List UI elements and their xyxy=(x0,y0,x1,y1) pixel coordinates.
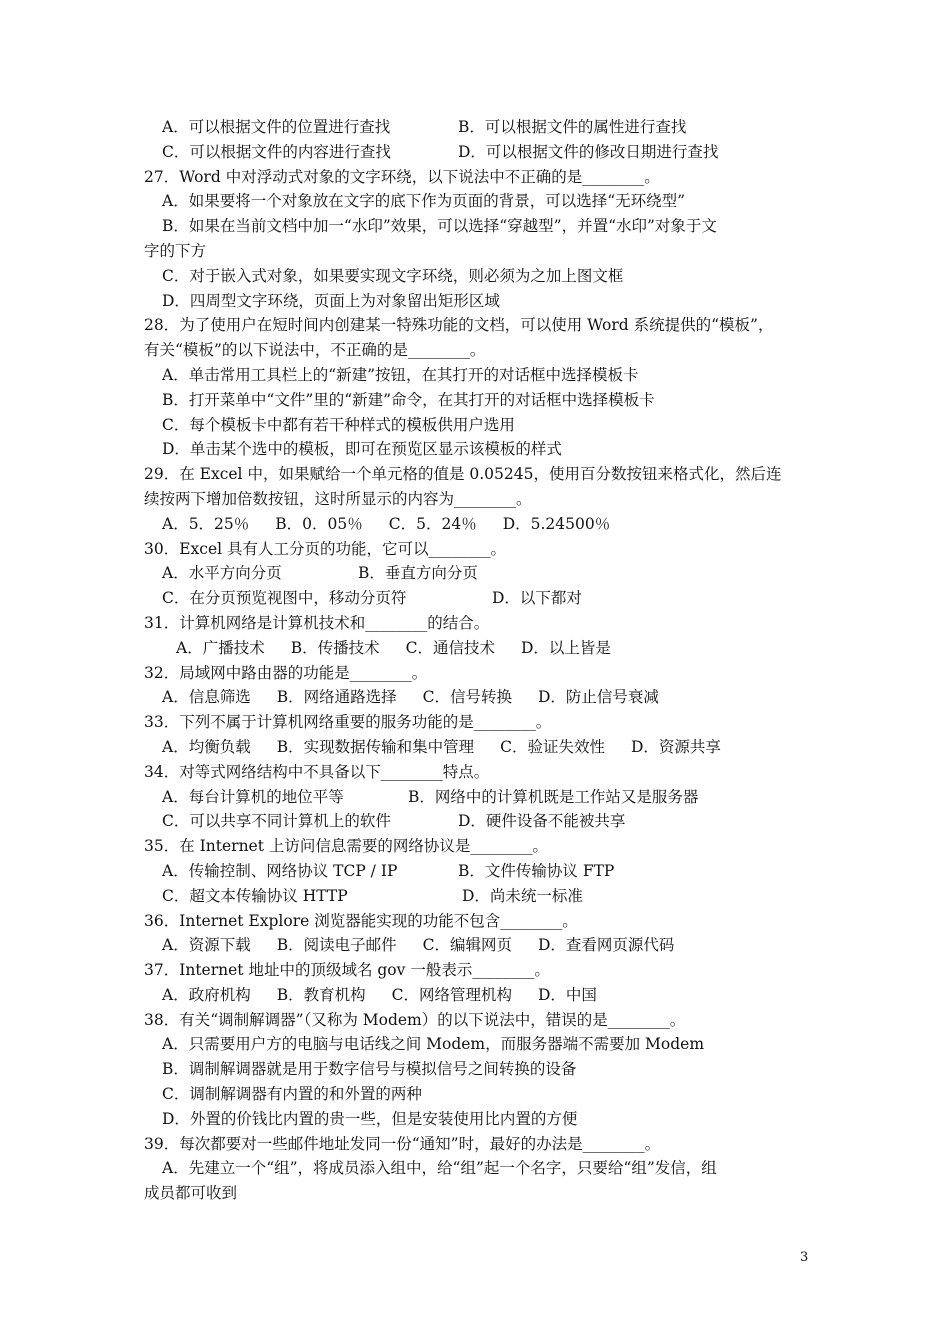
option-item: B．文件传输协议 FTP xyxy=(458,861,615,880)
line-text: D．外置的价钱比内置的贵一些，但是安装使用比内置的方便 xyxy=(162,1109,578,1128)
question-line xyxy=(144,487,810,512)
option-item: C．可以共享不同计算机上的软件 xyxy=(162,812,391,831)
option-item: D．以上皆是 xyxy=(520,638,611,657)
option-line xyxy=(144,1057,810,1082)
line-text: 续按两下增加倍数按钮，这时所显示的内容为________。 xyxy=(144,489,532,508)
line-text: C．每个模板卡中都有若干种样式的模板供用户选用 xyxy=(162,415,515,434)
option-item: A．政府机构 xyxy=(162,985,251,1004)
option-item: A．广播技术 xyxy=(176,638,265,657)
option-item: C．网络管理机构 xyxy=(391,985,512,1004)
question-line xyxy=(144,239,810,264)
option-item: A．水平方向分页 xyxy=(162,564,282,583)
option-line xyxy=(144,933,810,958)
question-line xyxy=(144,611,810,636)
option-line xyxy=(144,561,810,586)
option-item: C．在分页预览视图中，移动分页符 xyxy=(162,589,407,608)
option-item: D．硬件设备不能被共享 xyxy=(458,812,626,831)
option-item: D．查看网页源代码 xyxy=(537,936,675,955)
option-item: C．5．24％ xyxy=(388,514,477,533)
option-item: B．可以根据文件的属性进行查找 xyxy=(458,118,687,136)
option-item: A．信息筛选 xyxy=(162,688,251,707)
option-item: A．每台计算机的地位平等 xyxy=(162,787,344,806)
option-line xyxy=(144,685,810,710)
option-line xyxy=(144,388,810,413)
line-text: C．调制解调器有内置的和外置的两种 xyxy=(162,1085,422,1104)
option-line xyxy=(144,884,810,909)
option-line xyxy=(144,735,810,760)
line-text: 27．Word 中对浮动式对象的文字环绕，以下说法中不正确的是________。 xyxy=(144,167,660,186)
option-line xyxy=(144,1156,810,1181)
option-line xyxy=(144,636,810,661)
option-line xyxy=(144,214,810,239)
line-text: 39．每次都要对一些邮件地址发同一份“通知”时，最好的办法是________。 xyxy=(144,1134,661,1153)
option-line xyxy=(144,809,810,834)
option-item: D．尚未统一标准 xyxy=(462,886,583,905)
option-item: D．5.24500％ xyxy=(502,514,611,533)
line-text: C．对于嵌入式对象，如果要实现文字环绕，则必须为之加上图文框 xyxy=(162,266,624,285)
option-item: B．实现数据传输和集中管理 xyxy=(276,737,475,756)
option-line xyxy=(144,140,810,165)
option-line xyxy=(144,1082,810,1107)
option-line xyxy=(144,115,810,140)
option-line xyxy=(144,413,810,438)
line-text: 32．局域网中路由器的功能是________。 xyxy=(144,663,428,682)
option-line xyxy=(144,586,810,611)
line-text: B．调制解调器就是用于数字信号与模拟信号之间转换的设备 xyxy=(162,1060,577,1079)
line-text: D．四周型文字环绕，页面上为对象留出矩形区域 xyxy=(162,291,500,310)
question-line xyxy=(144,909,810,934)
option-line xyxy=(144,437,810,462)
page-number: 3 xyxy=(800,1250,809,1265)
option-item: C．验证失效性 xyxy=(500,737,605,756)
option-line xyxy=(144,785,810,810)
question-line xyxy=(144,165,810,190)
line-text: A．单击常用工具栏上的“新建”按钮，在其打开的对话框中选择模板卡 xyxy=(162,365,639,384)
option-item: D．以下都对 xyxy=(492,589,582,608)
line-text: 成员都可收到 xyxy=(144,1184,238,1203)
option-item: A．资源下载 xyxy=(162,936,251,955)
question-line xyxy=(144,958,810,983)
option-item: C．超文本传输协议 HTTP xyxy=(162,886,348,905)
line-text: 36．Internet Explore 浏览器能实现的功能不包含________。 xyxy=(144,911,578,930)
option-item: B．阅读电子邮件 xyxy=(276,936,397,955)
line-text: 有关“模板”的以下说法中，不正确的是________。 xyxy=(144,341,486,360)
option-item: B．网络通路选择 xyxy=(276,688,397,707)
option-item: B．传播技术 xyxy=(290,638,380,657)
page-content xyxy=(144,115,810,1206)
line-text: 29．在 Excel 中，如果赋给一个单元格的值是 0.05245，使用百分数按钮来格式化，然后连 xyxy=(144,465,782,484)
line-text: A．只需要用户方的电脑与电话线之间 Modem，而服务器端不需要加 Modem xyxy=(162,1035,705,1054)
line-text: A．如果要将一个对象放在文字的底下作为页面的背景，可以选择“无环绕型” xyxy=(162,192,686,211)
line-text: 35．在 Internet 上访问信息需要的网络协议是________。 xyxy=(144,837,548,856)
line-text: 28．为了使用户在短时间内创建某一特殊功能的文档，可以使用 Word 系统提供的“模板”， xyxy=(144,316,774,335)
option-item: B．0．05％ xyxy=(275,514,363,533)
line-text: 34．对等式网络结构中不具备以下________特点。 xyxy=(144,762,490,781)
question-line xyxy=(144,1008,810,1033)
option-item: D．中国 xyxy=(537,985,597,1004)
line-text: 38．有关“调制解调器”（又称为 Modem）的以下说法中，错误的是________。 xyxy=(144,1010,686,1029)
question-line xyxy=(144,462,810,487)
option-line xyxy=(144,859,810,884)
option-item: A．均衡负载 xyxy=(162,737,251,756)
option-item: C．可以根据文件的内容进行查找 xyxy=(162,142,391,161)
question-line xyxy=(144,537,810,562)
line-text: 33．下列不属于计算机网络重要的服务功能的是________。 xyxy=(144,713,552,732)
question-line xyxy=(144,313,810,338)
question-line xyxy=(144,1181,810,1206)
option-item: C．编辑网页 xyxy=(422,936,512,955)
option-item: A．传输控制、网络协议 TCP / IP xyxy=(162,861,398,880)
option-item: D．可以根据文件的修改日期进行查找 xyxy=(458,142,719,161)
question-line xyxy=(144,661,810,686)
question-line xyxy=(144,760,810,785)
option-item: A．可以根据文件的位置进行查找 xyxy=(162,118,391,136)
line-text: 37．Internet 地址中的顶级域名 gov 一般表示________。 xyxy=(144,961,550,980)
option-line xyxy=(144,512,810,537)
option-item: D．资源共享 xyxy=(630,737,721,756)
option-line xyxy=(144,363,810,388)
option-line xyxy=(144,983,810,1008)
line-text: 字的下方 xyxy=(144,241,207,260)
line-text: A．先建立一个“组”，将成员添入组中，给“组”起一个名字，只要给“组”发信，组 xyxy=(162,1159,717,1178)
option-item: A．5．25％ xyxy=(162,514,250,533)
question-line xyxy=(144,1132,810,1157)
line-text: 30．Excel 具有人工分页的功能，它可以________。 xyxy=(144,539,507,558)
option-line xyxy=(144,1107,810,1132)
line-text: B．打开菜单中“文件”里的“新建”命令，在其打开的对话框中选择模板卡 xyxy=(162,390,655,409)
option-item: C．通信技术 xyxy=(405,638,495,657)
question-line xyxy=(144,338,810,363)
option-line xyxy=(144,1032,810,1057)
question-line xyxy=(144,834,810,859)
line-text: 31．计算机网络是计算机技术和________的结合。 xyxy=(144,613,490,632)
question-line xyxy=(144,710,810,735)
line-text: B．如果在当前文档中加一“水印”效果，可以选择“穿越型”，并置“水印”对象于文 xyxy=(162,217,717,236)
option-line xyxy=(144,189,810,214)
option-item: D．防止信号衰减 xyxy=(537,688,659,707)
option-item: B．垂直方向分页 xyxy=(358,564,478,583)
line-text: D．单击某个选中的模板，即可在预览区显示该模板的样式 xyxy=(162,440,562,459)
option-line xyxy=(144,264,810,289)
option-item: B．网络中的计算机既是工作站又是服务器 xyxy=(408,787,699,806)
option-item: B．教育机构 xyxy=(276,985,366,1004)
option-line xyxy=(144,289,810,314)
option-item: C．信号转换 xyxy=(422,688,512,707)
